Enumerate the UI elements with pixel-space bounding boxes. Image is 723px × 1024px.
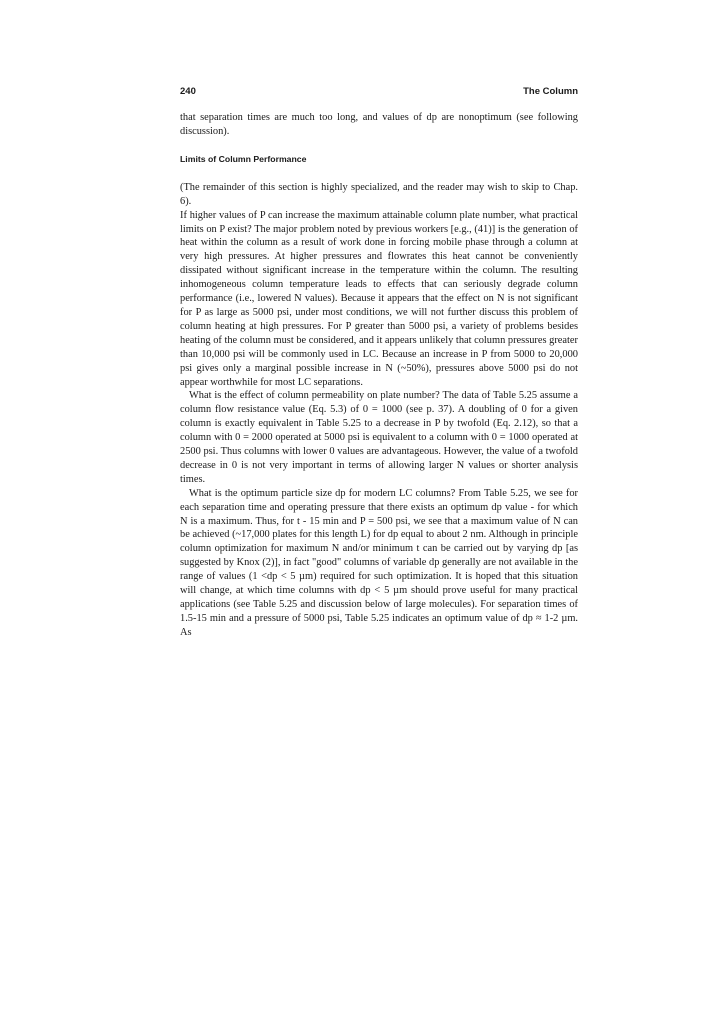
running-title: The Column (523, 86, 578, 97)
page-header (180, 86, 578, 100)
section-body (180, 181, 578, 640)
intro-paragraph: that separation times are much too long, and values of dp are nonoptimum (see following discussion). (180, 112, 578, 137)
paragraph-permeability: What is the effect of column permeability on plate number? The data of Table 5.25 assume a column flow resistance value (Eq. 5.3) of 0 = 1000 (see p. 37). A doubling of 0 for a given column is exactly equivalent in Table 5.25 to a decrease in P by twofold (Eq. 2.12), so that a column with 0 = 2000 operated at 5000 psi is equivalent to a column with 0 = 1000 operated at 2500 psi. Thus columns with lower 0 values are advantageous. However, the value of a twofold decrease in 0 is not very important in terms of allowing larger N values or shorter analysis times. (180, 390, 578, 485)
page-number: 240 (180, 86, 196, 97)
paragraph-note: (The remainder of this section is highly specialized, and the reader may wish to skip to Chap. 6). (180, 181, 578, 207)
section-heading: Limits of Column Performance (180, 153, 307, 164)
document-page (180, 86, 578, 640)
paragraph-particle-size: What is the optimum particle size dp for modern LC columns? From Table 5.25, we see for each separation time and operating pressure that there exists an optimum dp value - for which N is a maximum. Thus, for t - 15 min and P = 500 psi, we see that a maximum value of N can be achieved (~17,000 plates for this length L) for dp equal to about 2 nm. Although in principle column optimization for maximum N and/or minimum t can be carried out by varying dp [as suggested by Knox (2)], in fact "good" columns of variable dp generally are not available in the range of values (1 <dp < 5 µm) required for such optimization. It is hoped that this situation will change, at which time columns with dp < 5 µm should prove useful for many practical applications (see Table 5.25 and discussion below of large molecules). For separation times of 1.5-15 min and a pressure of 5000 psi, Table 5.25 indicates an optimum value of dp ≈ 1-2 µm. As (180, 487, 578, 638)
paragraph-pressure-limits: If higher values of P can increase the maximum attainable column plate number, what practical limits on P exist? The major problem noted by previous workers [e.g., (41)] is the generation of heat within the column as a result of work done in forcing mobile phase through a column at very high pressures. At higher pressures and flowrates this heat cannot be conveniently dissipated without significant increase in the temperature within the column. The resulting inhomogeneous column temperature leads to effects that can seriously degrade column performance (i.e., lowered N values). Because it appears that the effect on N is not significant for P as large as 5000 psi, under most conditions, we will not further discuss this problem of column heating at high pressures. For P greater than 5000 psi, a variety of problems besides heating of the column must be considered, and it appears unlikely that column pressures greater than 10,000 psi will be commonly used in LC. Because an increase in P from 5000 to 20,000 psi gives only a marginal possible increase in N (~50%), pressures above 5000 psi do not appear worthwhile for most LC separations. (180, 209, 578, 388)
